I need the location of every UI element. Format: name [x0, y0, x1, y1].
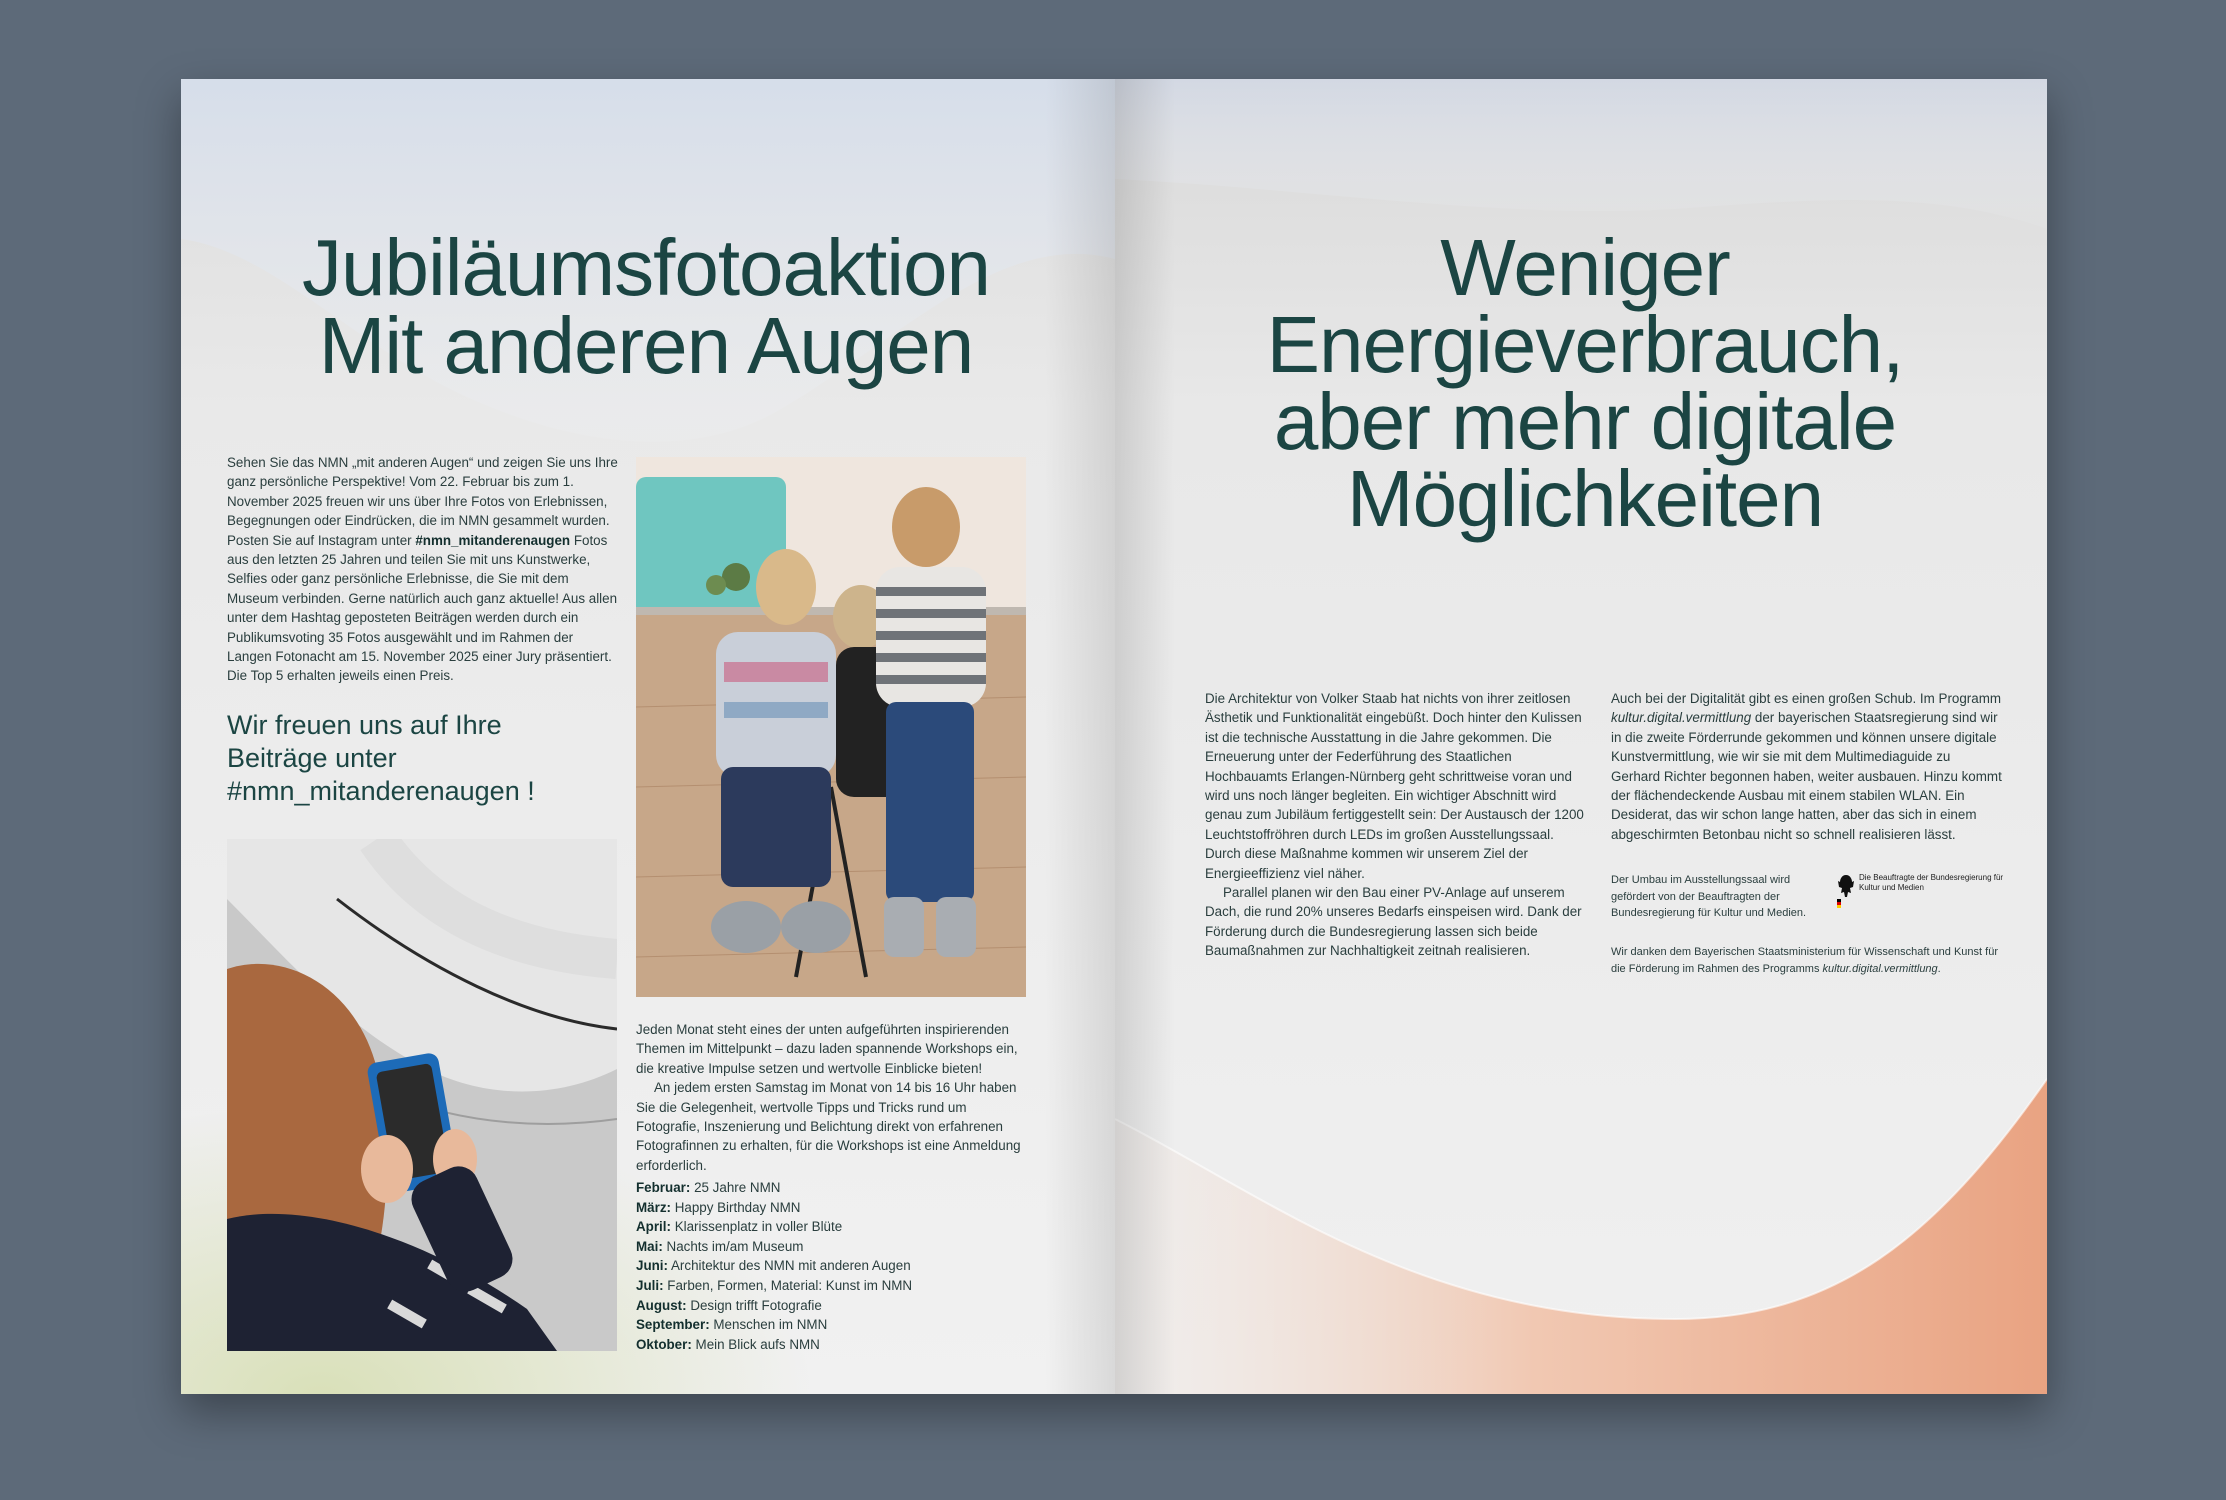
thanks-note: Wir danken dem Bayerischen Staatsministerium für Wissenschaft und Kunst für die Förderung im Rahmen des Programms kultur.digital.vermittlung. [1611, 946, 1998, 975]
list-item: April: Klarissenplatz in voller Blüte [636, 1219, 843, 1235]
monthly-topics-list [636, 1178, 1028, 1354]
right-title-line-4: Möglichkeiten [1346, 454, 1824, 543]
list-item: Juli: Farben, Formen, Material: Kunst im NMN [636, 1277, 913, 1293]
magazine-spread [181, 79, 2047, 1394]
hashtag: #nmn_mitanderenaugen [415, 532, 571, 548]
smartphone-photo [227, 839, 617, 1351]
left-page [181, 79, 1115, 1394]
right-page-title [1155, 223, 2015, 543]
right-title-line-1: Weniger [1440, 223, 1730, 312]
list-item: Juni: Architektur des NMN mit anderen Augen [636, 1258, 911, 1274]
list-item: September: Menschen im NMN [636, 1317, 828, 1333]
left-page-title [221, 223, 1071, 390]
funding-note: Der Umbau im Ausstellungssaal wird gefördert von der Beauftragten der Bundesregierung für Kultur und Medien. [1611, 874, 1807, 919]
workshop-paragraph-1: Jeden Monat steht eines der unten aufgeführten inspirierenden Themen im Mittelpunkt – dazu laden spannende Workshops ein, die kreative Impulse setzen und wertvolle Einblicke bieten! [636, 1022, 1018, 1076]
list-item: August: Design trifft Fotografie [636, 1297, 822, 1313]
right-title-line-3: aber mehr digitale [1273, 377, 1897, 466]
eagle-icon [1837, 873, 1855, 909]
left-title-line-1: Jubiläumsfotoaktion [301, 223, 991, 312]
list-item: Oktober: Mein Blick aufs NMN [636, 1336, 820, 1352]
left-title-line-2: Mit anderen Augen [318, 301, 974, 390]
digital-column [1611, 689, 2003, 844]
right-page [1115, 79, 2047, 1394]
children-photo [636, 457, 1026, 997]
architecture-column [1205, 689, 1591, 961]
right-title-line-2: Energieverbrauch, [1266, 300, 1904, 389]
list-item: Mai: Nachts im/am Museum [636, 1238, 804, 1254]
digital-paragraph: Auch bei der Digitalität gibt es einen großen Schub. Im Programm kultur.digital.vermittlung der bayerischen Staatsregierung sind wir in die zweite Förderrunde gekommen und können unsere digitale Kunstvermittlung, wie wir sie mit dem Multimediaguide zu Gerhard Richter begonnen haben, weiter ausbauen. Hinzu kommt der flächendeckende Ausbau mit einem stabilen WLAN. Ein Desiderat, das wir schon lange hatten, aber das sich in einem abgeschirmten Betonbau nicht so schnell realisieren lässt. [1611, 691, 2002, 842]
workshop-paragraph-2: An jedem ersten Samstag im Monat von 14 bis 16 Uhr haben Sie die Gelegenheit, wertvolle Tipps und Tricks rund um Fotografie, Inszenierung und Belichtung direkt von erfahrenen Fotografinnen zu erhalten, für die Workshops ist eine Anmeldung erforderlich. [636, 1080, 1021, 1173]
architecture-paragraph-2: Parallel planen wir den Bau einer PV-Anlage auf unserem Dach, die rund 20% unseres Bedarfs einspeisen wird. Dank der Förderung durch die Bundesregierung lassen sich beide Baumaßnahmen zur Nachhaltigkeit zeitnah realisieren. [1205, 885, 1582, 959]
logo-caption: Die Beauftragte der Bundesregierung für Kultur und Medien [1859, 873, 2004, 892]
list-item: März: Happy Birthday NMN [636, 1199, 801, 1215]
architecture-paragraph-1: Die Architektur von Volker Staab hat nichts von ihrer zeitlosen Ästhetik und Funktionalität eingebüßt. Doch hinter den Kulissen ist die technische Ausstattung in die Jahre gekommen. Die Erneuerung unter der Federführung des Staatlichen Hochbauamts Erlangen-Nürnberg geht schrittweise voran und wird uns noch länger begleiten. Ein wichtiger Abschnitt wird genau zum Jubiläum fertiggestellt sein: Der Austausch der 1200 Leuchtstoffröhren durch LEDs im großen Ausstellungssaal. Durch diese Maßnahme kommen wir unserem Ziel der Energieeffizienz viel näher. [1205, 691, 1584, 881]
federal-eagle-logo [1837, 873, 2007, 913]
workshop-text [636, 1020, 1028, 1175]
intro-paragraph: Sehen Sie das NMN „mit anderen Augen“ und zeigen Sie uns Ihre ganz persönliche Perspektive! Vom 22. Februar bis zum 1. November 2025 freuen wir uns über Ihre Fotos von Erlebnissen, Begegnungen oder Eindrücken, die im NMN gesammelt wurden. Posten Sie auf Instagram unter #nmn_mitanderenaugen Fotos aus den letzten 25 Jahren und teilen Sie mit uns Kunstwerke, Selfies oder ganz persönliche Erlebnisse, die Sie mit dem Museum verbinden. Gerne natürlich auch ganz aktuelle! Aus allen unter dem Hashtag geposteten Beiträgen werden durch ein Publikumsvoting 35 Fotos ausgewählt und im Rahmen der Langen Fotonacht am 15. November 2025 einer Jury präsentiert. Die Top 5 erhalten jeweils einen Preis. [227, 455, 618, 684]
list-item: Februar: 25 Jahre NMN [636, 1180, 781, 1195]
callout-heading: Wir freuen uns auf Ihre Beiträge unter #nmn_mitanderenaugen ! [227, 710, 535, 806]
